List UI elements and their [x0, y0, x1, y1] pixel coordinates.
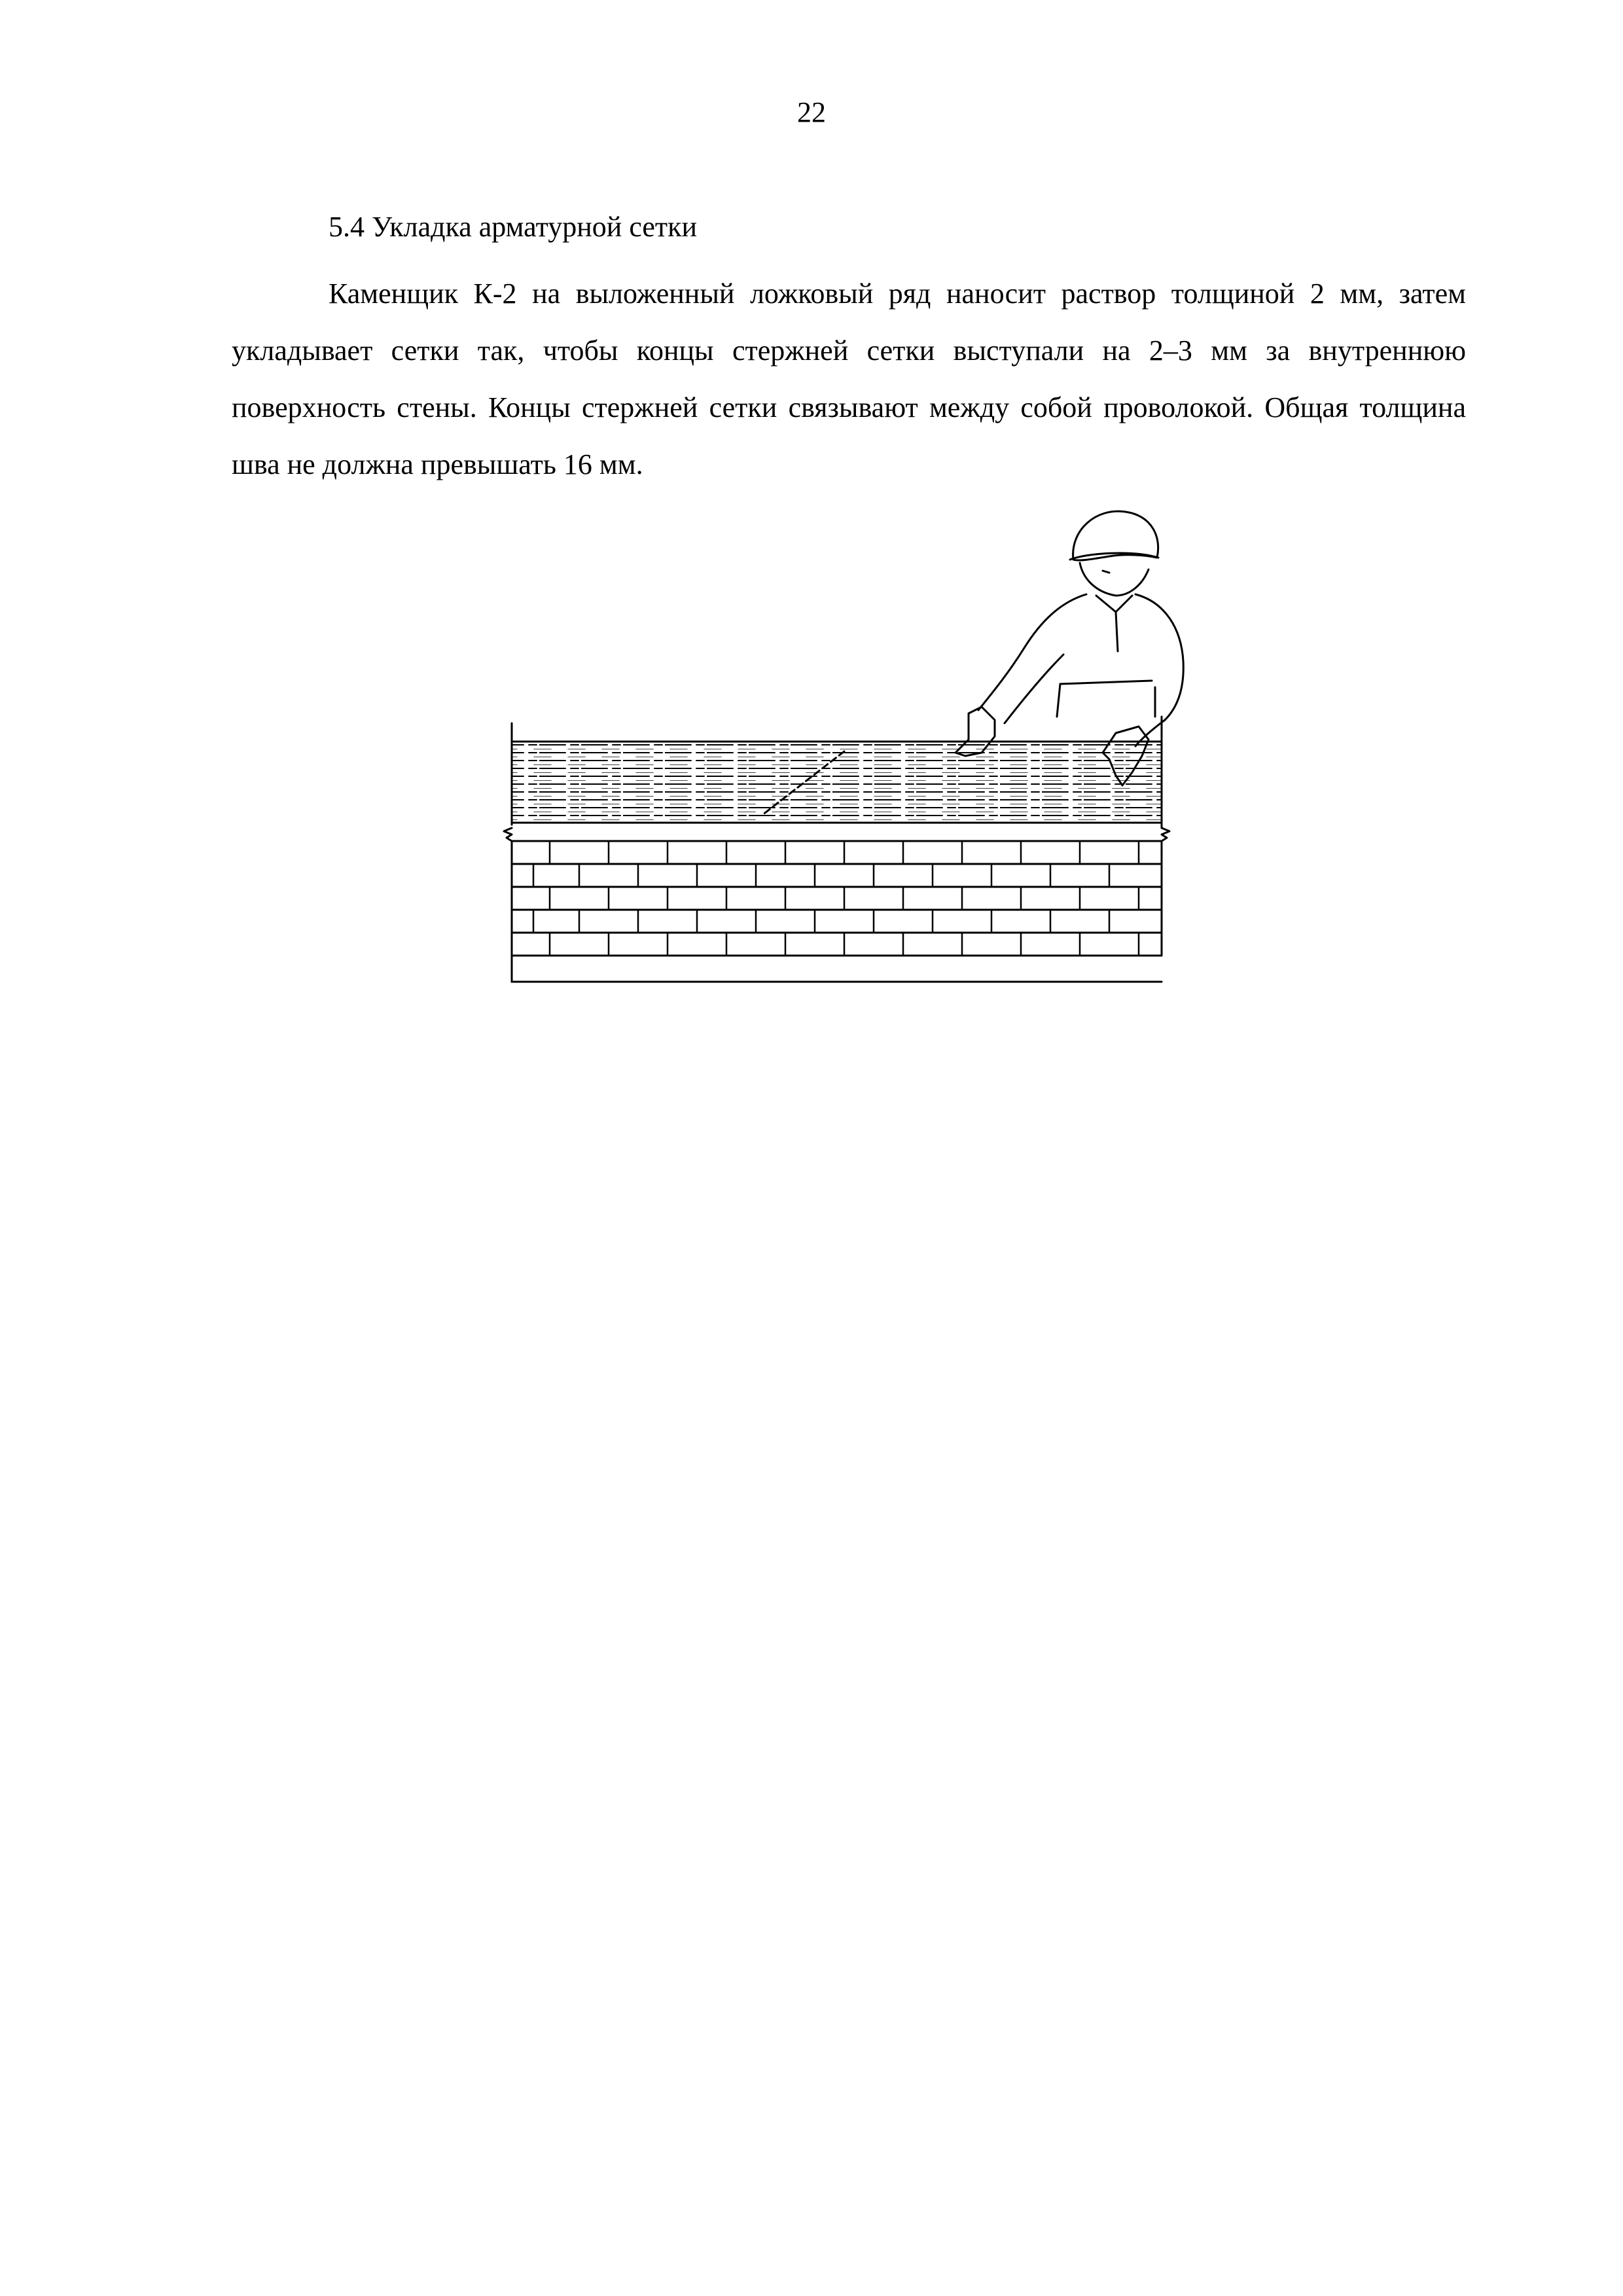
tie — [1116, 612, 1118, 651]
brick-joints-row-2 — [533, 864, 1109, 887]
eye — [1103, 571, 1109, 573]
brick-joints-row-4 — [533, 910, 1109, 933]
mason-illustration — [497, 497, 1204, 1001]
brick-joints-row-3 — [550, 887, 1139, 910]
torso — [978, 594, 1086, 710]
illustration-drawing — [497, 497, 1204, 1001]
right-shoulder — [1135, 594, 1183, 720]
page-number: 22 — [797, 96, 826, 128]
brick-wall — [504, 828, 1169, 982]
mesh-layer — [512, 717, 1162, 828]
waist — [1060, 681, 1152, 684]
brick-joints-row-1 — [550, 841, 1139, 864]
collar — [1096, 596, 1132, 612]
face — [1080, 563, 1149, 596]
body-paragraph: Каменщик К-2 на выложенный ложковый ряд наносит раствор толщиной 2 мм, затем укладывает сетки так, чтобы концы стержней сетки выступали на 2–3 мм за внутреннюю поверхность стены. Концы стержней сетки связывают между собой проволокой. Общая толщина шва не должна превышать 16 мм. — [232, 278, 1466, 480]
body-behind-wall — [1057, 684, 1155, 717]
brick-joints-row-5 — [550, 933, 1139, 956]
section-heading: 5.4 Укладка арматурной сетки — [329, 211, 698, 243]
